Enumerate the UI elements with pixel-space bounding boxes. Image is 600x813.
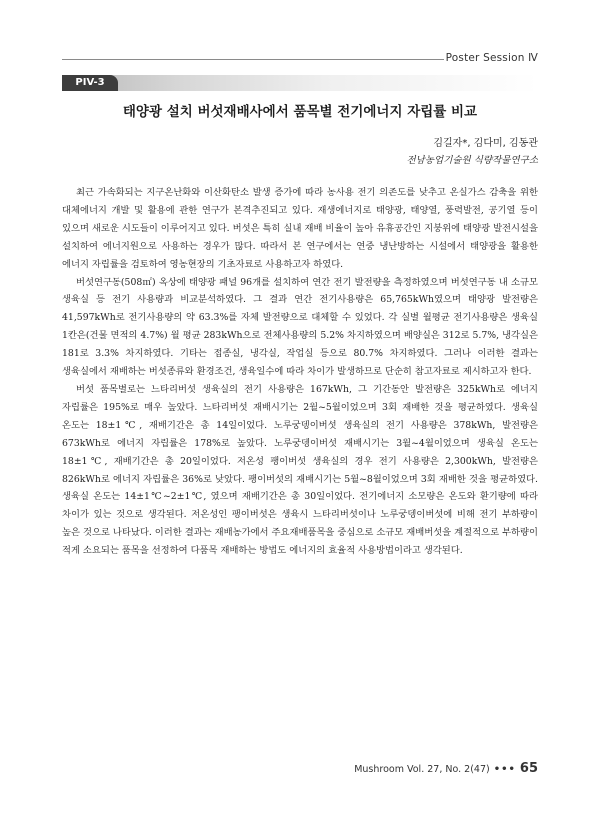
- session-header: Poster Session Ⅳ: [445, 52, 538, 64]
- journal-citation: Mushroom Vol. 27, No. 2(47): [354, 764, 490, 775]
- footer-dots: •••: [493, 764, 516, 775]
- session-tag-bar: [62, 75, 538, 91]
- header-rule: [62, 59, 444, 60]
- paragraph-3: 버섯 품목별로는 느타리버섯 생육실의 전기 사용량은 167kWh, 그 기간동안 발전량은 325kWh로 에너지 자립률은 195%로 매우 높았다. 느타리버섯 재배시기는 2월~5월이었으며 3회 재배한 것을 평균하였다. 생육실 온도는 18±1℃, 재배기간은 총 14일이었다. 노루궁뎅이버섯 생육실의 전기 사용량은 378kWh, 발전량은 673kWh로 에너지 자립률은 178%로 높았다. 노루궁뎅이버섯 재배시기는 3월~4월이었으며 생육실 온도는 18±1℃, 재배기간은 총 20일이었다. 저온성 팽이버섯 생육실의 경우 전기 사용량은 2,300kWh, 발전량은 826kWh로 에너지 자립률은 36%로 낮았다. 팽이버섯의 재배시기는 5월~8월이었으며 3회 재배한 것을 평균하였다. 생육실 온도는 14±1℃~2±1℃, 였으며 재배기간은 총 30일이었다. 전기에너지 소모량은 온도와 환기량에 따라 차이가 있는 것으로 생각된다. 저온성인 팽이버섯은 생육시 느타리버섯이나 노루궁뎅이버섯에 비해 전기 부하량이 높은 것으로 나타났다. 이러한 결과는 재배농가에서 주요재배품목을 중심으로 소규모 재배버섯을 계절적으로 부하량이 적게 소요되는 품목을 선정하여 다품목 재배하는 방법도 에너지의 효율적 사용방법이라고 생각된다.: [62, 383, 538, 557]
- authors: 김길자*, 김다미, 김동관: [433, 138, 538, 149]
- affiliation: 전남농업기술원 식량작물연구소: [406, 155, 538, 166]
- paragraph-2: 버섯연구동(508㎡) 옥상에 태양광 패널 96개를 설치하여 연간 전기 발전량을 측정하였으며 버섯연구동 내 소규모 생육실 등 전기 사용량과 비교분석하였다. 그 결과 연간 전기사용량은 65,765kWh였으며 태양광 발전량은 41,597kWh로 전기사용량의 약 63.3%를 자체 발전량으로 대체할 수 있었다. 각 실별 월평균 전기사용량은 생육실 1칸은(건물 면적의 4.7%) 월 평균 283kWh으로 전체사용량의 5.2% 차지하였으며 배양실은 312로 5.7%, 냉각실은 181로 3.3% 차지하였다. 기타는 접종실, 냉각실, 작업실 등으로 80.7% 차지하였다. 그러나 이러한 결과는 생육실에서 재배하는 버섯종류와 환경조건, 생육일수에 따라 차이가 발생하므로 단순히 참고자료로 제시하고자 한다.: [62, 276, 538, 378]
- paper-title: 태양광 설치 버섯재배사에서 품목별 전기에너지 자립률 비교: [122, 104, 478, 120]
- page-number: 65: [519, 761, 538, 776]
- page-footer: [354, 761, 538, 776]
- abstract-body: [62, 184, 538, 560]
- paragraph-1: 최근 가속화되는 지구온난화와 이산화탄소 발생 증가에 따라 농사용 전기 의존도를 낮추고 온실가스 감축을 위한 대체에너지 개발 및 활용에 관한 연구가 본격추진되고 있다. 재생에너지로 태양광, 태양열, 풍력발전, 공기열 등이 있으며 새로운 시도들이 이루어지고 있다. 버섯은 특히 실내 재배 비율이 높아 유휴공간인 지붕위에 태양광 발전시설을 설치하여 에너지원으로 사용하는 경우가 많다. 따라서 본 연구에서는 연중 냉난방하는 시설에서 태양광을 활용한 에너지 자립률을 검토하여 영농현장의 기초자료로 사용하고자 하였다.: [62, 187, 538, 270]
- session-tag: PIV-3: [62, 75, 118, 91]
